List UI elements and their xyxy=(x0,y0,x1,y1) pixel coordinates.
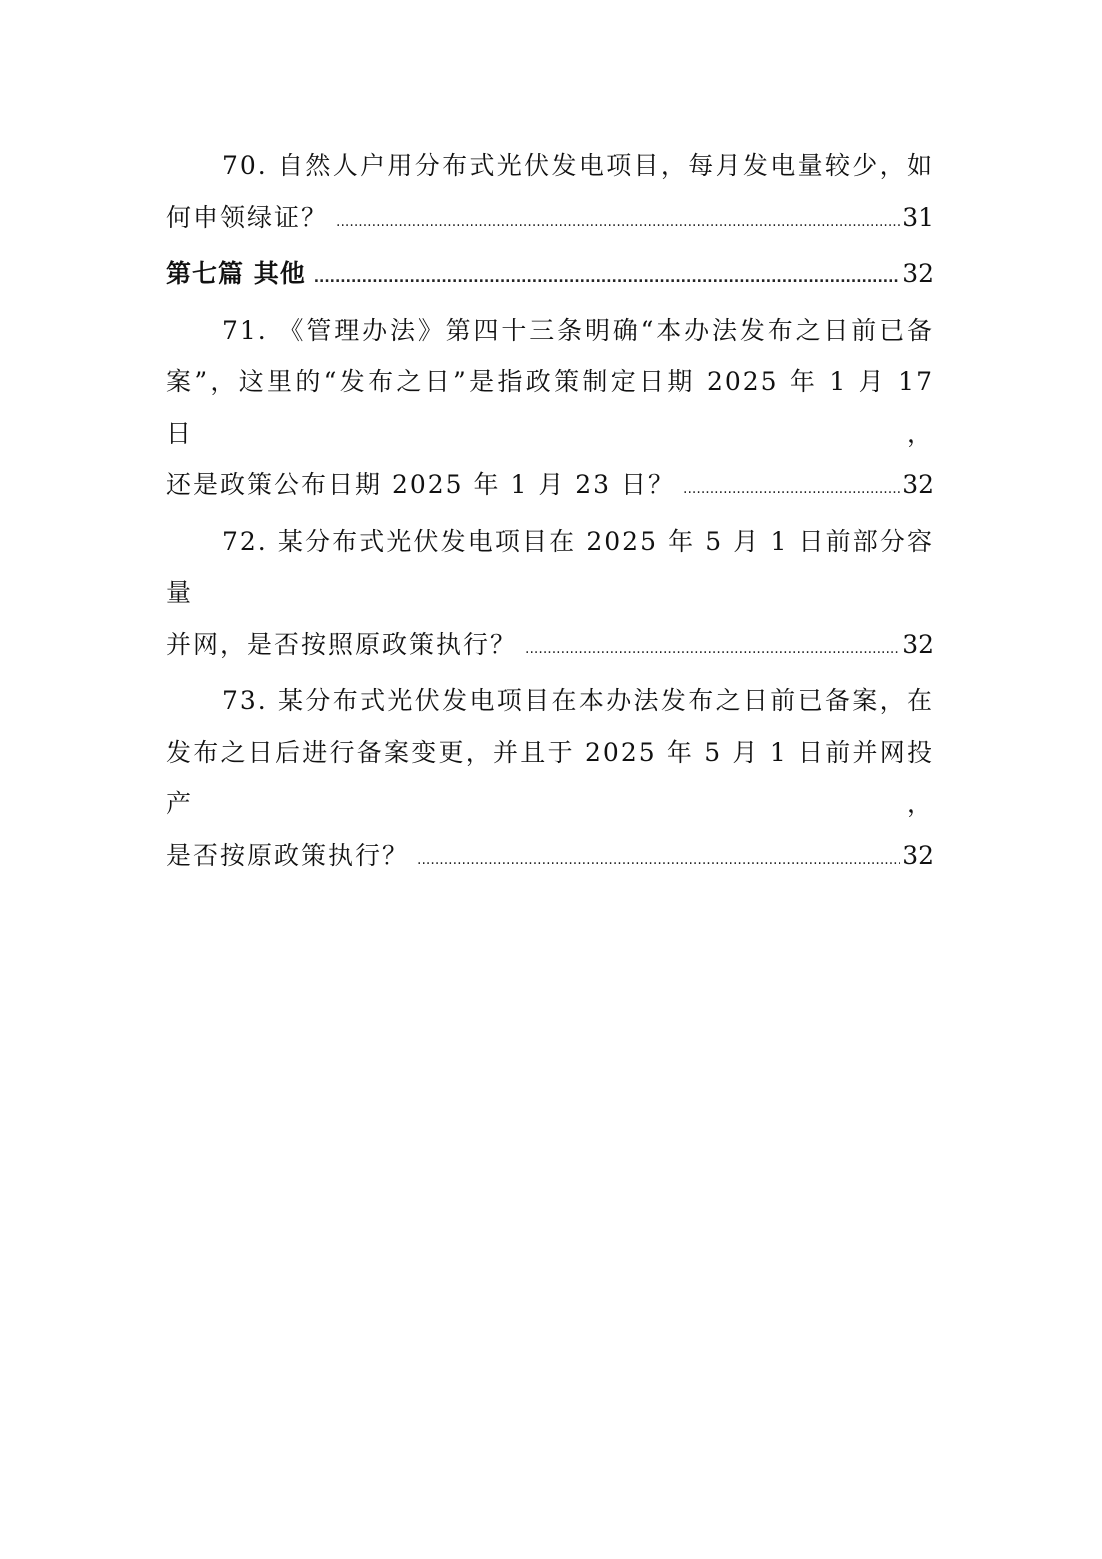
page-number: 32 xyxy=(902,470,934,499)
toc-entry-last-line xyxy=(166,459,934,516)
toc-entry-72[interactable] xyxy=(166,516,934,676)
toc-entry-last-line xyxy=(166,619,934,676)
section-title: 第七篇 其他 xyxy=(166,259,306,288)
toc-entry-line: 70. 自然人户用分布式光伏发电项目，每月发电量较少，如 xyxy=(222,151,934,180)
toc-section-heading[interactable] xyxy=(166,248,934,305)
toc-entry-line: 71. 《管理办法》第四十三条明确“本办法发布之日前已备 xyxy=(222,315,934,345)
dot-leader xyxy=(417,835,900,887)
toc-entry-71[interactable] xyxy=(166,305,934,516)
toc-entry-last-line xyxy=(166,192,934,249)
toc-entry-last-line xyxy=(166,830,934,887)
toc-entry-text: 是否按原政策执行？ xyxy=(166,840,410,870)
toc-entry-last-line xyxy=(166,248,934,305)
page-number: 31 xyxy=(902,202,934,232)
toc-entry-line: 73. 某分布式光伏发电项目在本办法发布之日前已备案，在 xyxy=(222,686,934,715)
toc-entry-line: 72. 某分布式光伏发电项目在 2025 年 5 月 1 日前部分容量 xyxy=(166,526,934,607)
dot-leader xyxy=(314,253,900,305)
toc-entry-line: 发布之日后进行备案变更，并且于 2025 年 5 月 1 日前并网投产， xyxy=(166,737,934,818)
dot-leader xyxy=(683,464,900,516)
page-number: 32 xyxy=(902,629,934,659)
toc-entry-70[interactable] xyxy=(166,140,934,248)
toc-entry-text: 并网，是否按照原政策执行？ xyxy=(166,629,518,659)
toc-entry-line: 案”，这里的“发布之日”是指政策制定日期 2025 年 1 月 17 日， xyxy=(166,367,934,448)
toc-entry-text: 还是政策公布日期 2025 年 1 月 23 日？ xyxy=(166,470,676,499)
page-number: 32 xyxy=(902,840,934,870)
table-of-contents xyxy=(166,140,934,886)
dot-leader xyxy=(525,624,900,676)
page-number: 32 xyxy=(902,259,934,288)
dot-leader xyxy=(336,197,900,249)
toc-entry-73[interactable] xyxy=(166,675,934,886)
toc-entry-text: 何申领绿证？ xyxy=(166,202,329,232)
